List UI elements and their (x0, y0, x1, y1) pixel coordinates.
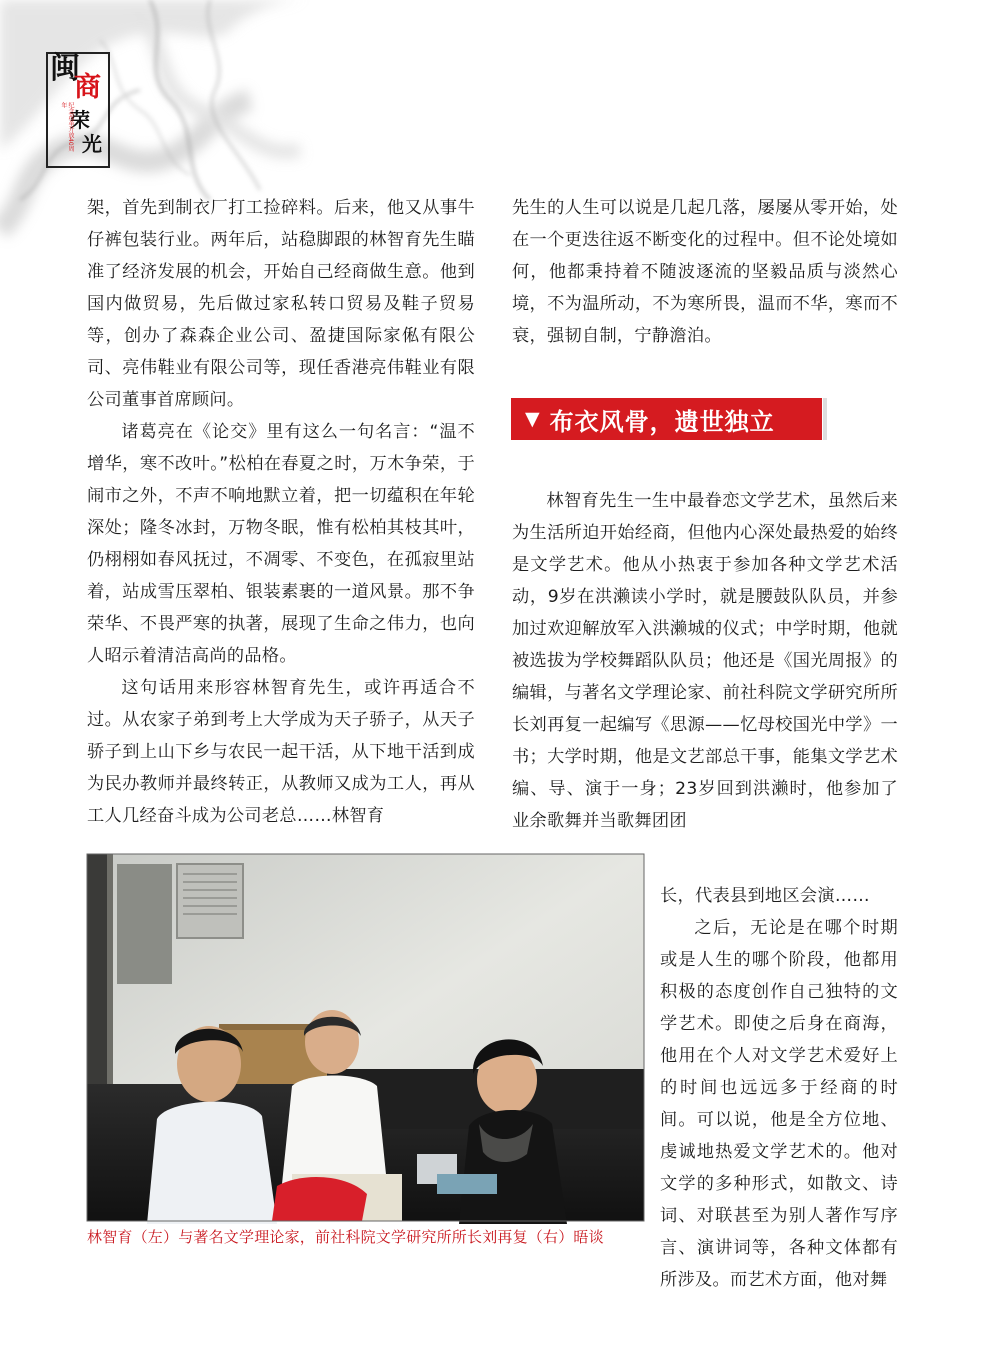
section-heading-shadow (823, 398, 827, 440)
article-right-column-top (512, 192, 898, 352)
logo-char-shang: 商 (74, 72, 101, 103)
paragraph-left-3: 这句话用来形容林智育先生，或许再适合不过。从农家子弟到考上大学成为天子骄子，从天子骄子到上山下乡与农民一起干活，从下地干活到成为民办教师并最终转正，从教师又成为工人，再从工人几经奋斗成为公司老总……林智育 (87, 678, 475, 826)
article-right-column-middle (512, 485, 898, 837)
paragraph-right-2-cont: 长，代表县到地区会演…… (660, 886, 870, 906)
photo-caption: 林智育（左）与著名文学理论家，前社科院文学研究所所长刘再复（右）晤谈 (87, 1228, 604, 1246)
triangle-down-icon: ▼ (525, 407, 540, 430)
logo-char-rong: 荣 (70, 108, 90, 132)
logo-tagline: 纪念改革开放40周年 (60, 102, 74, 152)
paragraph-left-1: 架，首先到制衣厂打工捡碎料。后来，他又从事牛仔裤包装行业。两年后，站稳脚跟的林智育先生瞄准了经济发展的机会，开始自己经商做生意。他到国内做贸易，先后做过家私转口贸易及鞋子贸易等，创办了森森企业公司、盈捷国际家俬有限公司、亮伟鞋业有限公司等，现任香港亮伟鞋业有限公司董事首席顾问。 (87, 198, 475, 410)
article-right-column-bottom (660, 880, 898, 1296)
logo-char-guang: 光 (82, 132, 102, 156)
article-left-column (87, 192, 475, 832)
paragraph-right-2: 林智育先生一生中最眷恋文学艺术，虽然后来为生活所迫开始经商，但他内心深处最热爱的始终是文学艺术。他从小热衷于参加各种文学艺术活动，9岁在洪濑读小学时，就是腰鼓队队员，并参加过欢迎解放军入洪濑城的仪式；中学时期，他就被选拔为学校舞蹈队队员；他还是《国光周报》的编辑，与著名文学理论家、前社科院文学研究所所长刘再复一起编写《思源——忆母校国光中学》一书；大学时期，他是文艺部总干事，能集文学艺术编、导、演于一身；23岁回到洪濑时，他参加了业余歌舞并当歌舞团团 (512, 491, 898, 831)
paragraph-left-2: 诸葛亮在《论交》里有这么一句名言：“温不增华，寒不改叶。”松柏在春夏之时，万木争荣，于闹市之外，不声不响地默立着，把一切蕴积在年轮深处；隆冬冰封，万物冬眠，惟有松柏其枝其叶，仍栩栩如春风抚过，不凋零、不变色，在孤寂里站着，站成雪压翠柏、银装素裹的一道风景。那不争荣华、不畏严寒的执著，展现了生命之伟力，也向人昭示着清洁高尚的品格。 (87, 422, 475, 666)
logo-char-min: 闽 (50, 51, 80, 86)
magazine-logo (46, 52, 112, 170)
section-heading (511, 398, 822, 440)
meeting-photo (87, 854, 644, 1221)
paragraph-right-3: 之后，无论是在哪个时期或是人生的哪个阶段，他都用积极的态度创作自己独特的文学艺术。即使之后身在商海，他用在个人对文学艺术爱好上的时间也远远多于经商的时间。可以说，他是全方位地、虔诚地热爱文学艺术的。他对文学的多种形式，如散文、诗词、对联甚至为别人著作写序言、演讲词等，各种文体都有所涉及。而艺术方面，他对舞 (660, 918, 898, 1290)
paragraph-right-1: 先生的人生可以说是几起几落，屡屡从零开始，处在一个更迭往返不断变化的过程中。但不论处境如何，他都秉持着不随波逐流的坚毅品质与淡然心境，不为温所动，不为寒所畏，温而不华，寒而不衰，强韧自制，宁静澹泊。 (512, 198, 898, 346)
section-heading-text: 布衣风骨，遗世独立 (549, 406, 775, 436)
